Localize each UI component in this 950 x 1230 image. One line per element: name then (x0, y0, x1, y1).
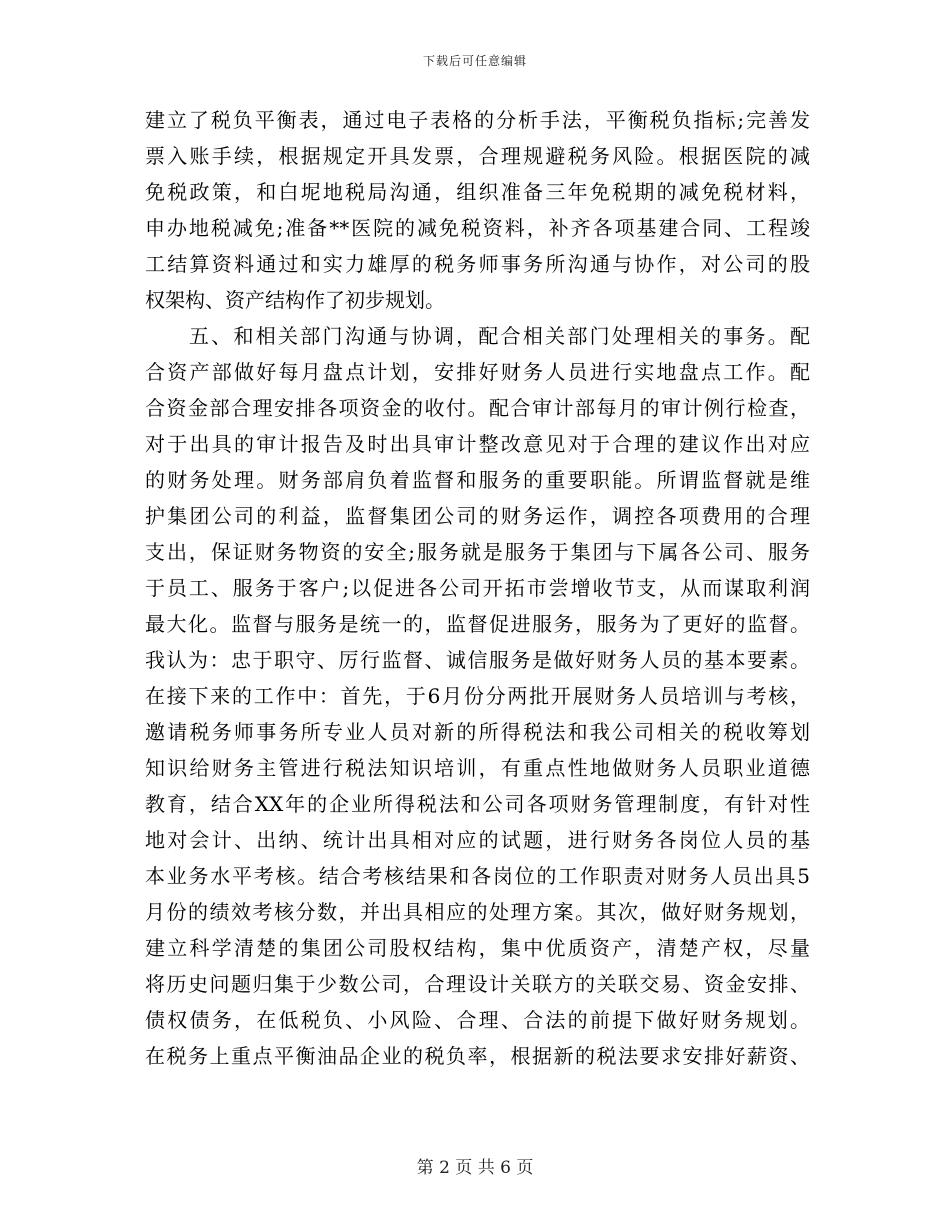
text-line: 我认为：忠于职守、厉行监督、诚信服务是做好财务人员的基本要素。 (145, 648, 810, 672)
text-line: 最大化。监督与服务是统一的，监督促进服务，服务为了更好的监督。 (145, 612, 810, 636)
page-number-footer: 第 2 页 共 6 页 (416, 1158, 534, 1178)
text-line: 将历史问题归集于少数公司，合理设计关联方的关联交易、资金安排、 (145, 972, 810, 996)
text-line: 的财务处理。财务部肩负着监督和服务的重要职能。所谓监督就是维 (145, 468, 810, 492)
document-body (145, 102, 810, 1074)
text-line: 支出，保证财务物资的安全;服务就是服务于集团与下属各公司、服务 (145, 540, 810, 564)
paragraph-start-line: 五、和相关部门沟通与协调，配合相关部门处理相关的事务。配 (189, 324, 810, 348)
text-line: 合资金部合理安排各项资金的收付。配合审计部每月的审计例行检查， (145, 396, 810, 420)
text-line: 债权债务，在低税负、小风险、合理、合法的前提下做好财务规划。 (145, 1008, 810, 1032)
text-line: 权架构、资产结构作了初步规划。 (145, 288, 445, 312)
text-line: 免税政策，和白坭地税局沟通，组织准备三年免税期的减免税材料， (145, 180, 810, 204)
text-line: 地对会计、出纳、统计出具相对应的试题，进行财务各岗位人员的基 (145, 828, 810, 852)
text-line: 月份的绩效考核分数，并出具相应的处理方案。其次，做好财务规划， (145, 900, 810, 924)
text-line: 票入账手续，根据规定开具发票，合理规避税务风险。根据医院的减 (145, 144, 810, 168)
text-line: 于员工、服务于客户;以促进各公司开拓市尝增收节支，从而谋取利润 (145, 576, 810, 600)
text-line: 在税务上重点平衡油品企业的税负率，根据新的税法要求安排好薪资、 (145, 1044, 810, 1068)
text-line: 护集团公司的利益，监督集团公司的财务运作，调控各项费用的合理 (145, 504, 810, 528)
text-line: 对于出具的审计报告及时出具审计整改意见对于合理的建议作出对应 (145, 432, 810, 456)
text-line: 邀请税务师事务所专业人员对新的所得税法和我公司相关的税收筹划 (145, 720, 810, 744)
text-line: 知识给财务主管进行税法知识培训，有重点性地做财务人员职业道德 (145, 756, 810, 780)
text-line: 合资产部做好每月盘点计划，安排好财务人员进行实地盘点工作。配 (145, 360, 810, 384)
text-line: 本业务水平考核。结合考核结果和各岗位的工作职责对财务人员出具5 (145, 864, 810, 888)
text-line: 建立了税负平衡表，通过电子表格的分析手法，平衡税负指标;完善发 (145, 108, 810, 132)
text-line: 建立科学清楚的集团公司股权结构，集中优质资产，清楚产权，尽量 (145, 936, 810, 960)
text-line: 教育，结合XX年的企业所得税法和公司各项财务管理制度，有针对性 (145, 792, 810, 816)
text-line: 在接下来的工作中：首先，于6月份分两批开展财务人员培训与考核， (145, 684, 810, 708)
header-note: 下载后可任意编辑 (422, 54, 527, 68)
text-line: 工结算资料通过和实力雄厚的税务师事务所沟通与协作，对公司的股 (145, 252, 810, 276)
text-line: 申办地税减免;准备**医院的减免税资料，补齐各项基建合同、工程竣 (145, 216, 810, 240)
